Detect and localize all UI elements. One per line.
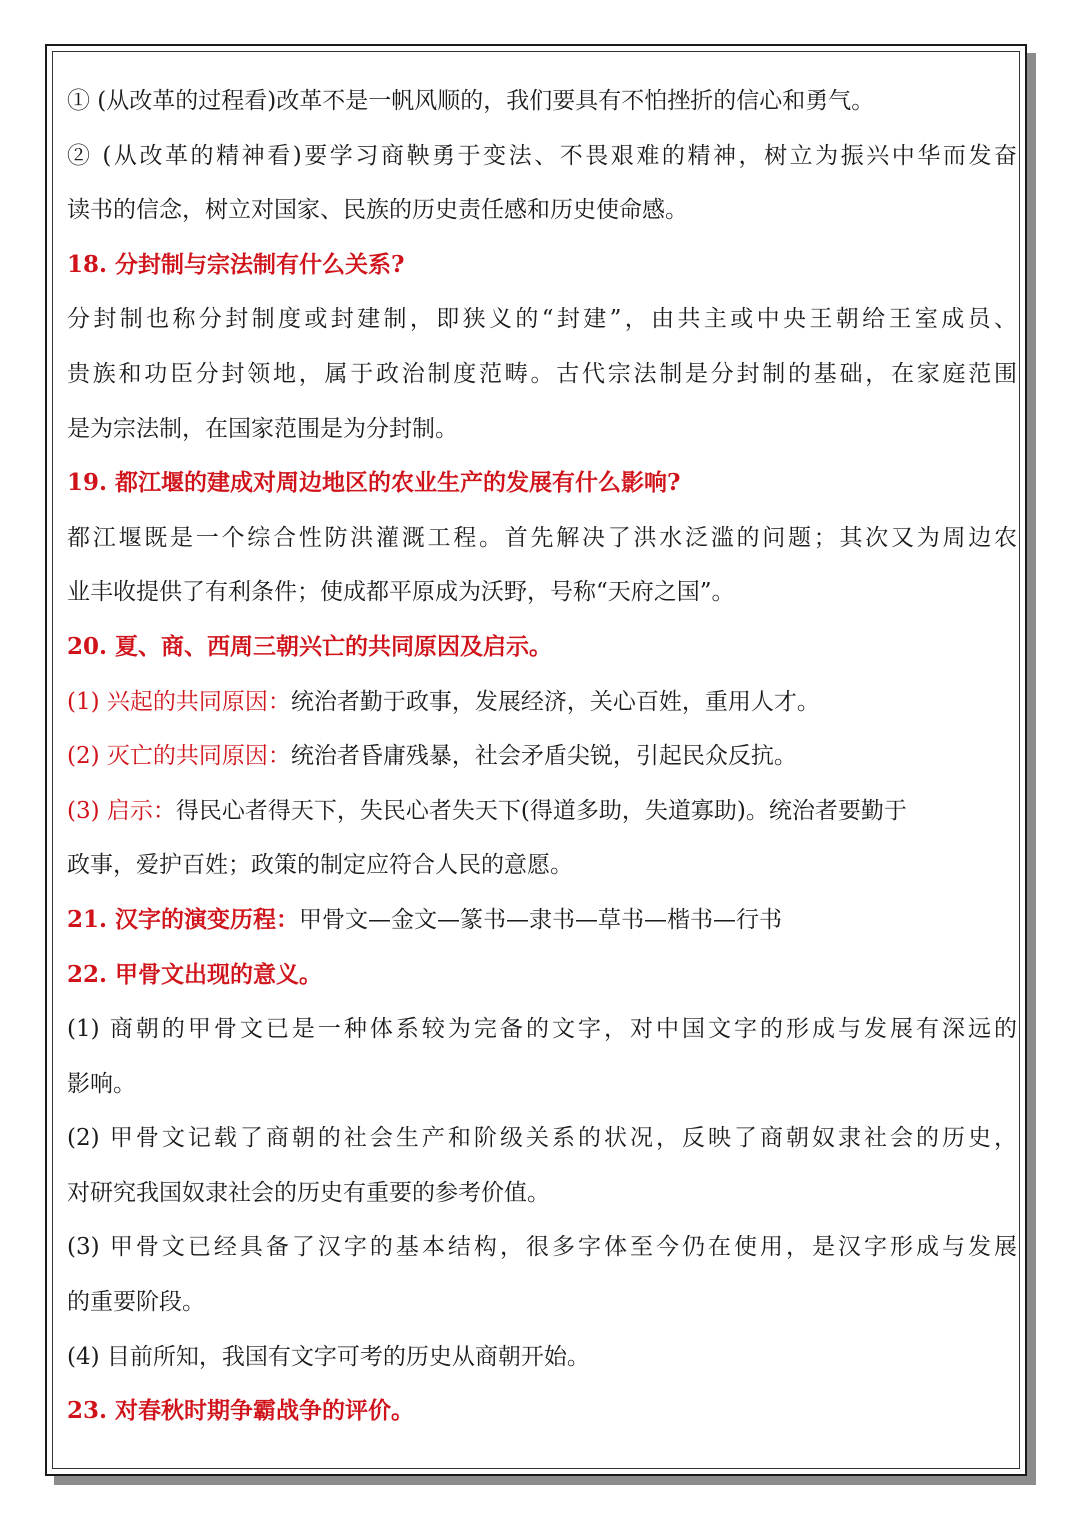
text-line: ② (从改革的精神看)要学习商鞅勇于变法、不畏艰难的精神，树立为振兴中华而发奋 xyxy=(67,142,1017,169)
text-line: 贵族和功臣分封领地，属于政治制度范畴。古代宗法制是分封制的基础，在家庭范围 xyxy=(67,360,1017,387)
list-item xyxy=(67,784,1017,839)
item-label: (3) 启示： xyxy=(67,797,176,824)
text-line: (1) 商朝的甲骨文已是一种体系较为完备的文字，对中国文字的形成与发展有深远的 xyxy=(67,1016,1017,1043)
document-body xyxy=(67,74,1017,1439)
list-item xyxy=(67,729,1017,784)
question-heading-19: 19. 都江堰的建成对周边地区的农业生产的发展有什么影响? xyxy=(67,469,681,497)
question-heading-22: 22. 甲骨文出现的意义。 xyxy=(67,960,323,988)
text-line: (4) 目前所知，我国有文字可考的历史从商朝开始。 xyxy=(67,1343,590,1370)
item-text: 得民心者得天下，失民心者失天下(得道多助，失道寡助)。统治者要勤于 xyxy=(175,797,907,824)
text-line: ① (从改革的过程看)改革不是一帆风顺的，我们要具有不怕挫折的信心和勇气。 xyxy=(67,88,875,114)
text-line: 都江堰既是一个综合性防洪灌溉工程。首先解决了洪水泛滥的问题；其次又为周边农 xyxy=(67,524,1017,551)
list-item xyxy=(67,675,1017,730)
item-label: (2) 灭亡的共同原因： xyxy=(67,743,291,770)
text-line: 分封制也称分封制度或封建制，即狭义的“封建”，由共主或中央王朝给王室成员、 xyxy=(67,306,1017,333)
text-line: 政事，爱护百姓；政策的制定应符合人民的意愿。 xyxy=(67,852,573,879)
question-line-21 xyxy=(67,893,1017,948)
text-line: 是为宗法制，在国家范围是为分封制。 xyxy=(67,415,458,442)
text-line: (3) 甲骨文已经具备了汉字的基本结构，很多字体至今仍在使用，是汉字形成与发展 xyxy=(67,1234,1017,1261)
item-text: 甲骨文—金文—篆书—隶书—草书—楷书—行书 xyxy=(299,906,783,933)
text-line: (2) 甲骨文记载了商朝的社会生产和阶级关系的状况，反映了商朝奴隶社会的历史， xyxy=(67,1125,1017,1152)
item-label: (1) 兴起的共同原因： xyxy=(67,688,291,715)
question-heading-21: 21. 汉字的演变历程： xyxy=(67,905,300,933)
item-text: 统治者勤于政事，发展经济，关心百姓，重用人才。 xyxy=(290,688,820,715)
text-line: 对研究我国奴隶社会的历史有重要的参考价值。 xyxy=(67,1179,550,1206)
text-line: 的重要阶段。 xyxy=(67,1289,205,1316)
text-line: 读书的信念，树立对国家、民族的历史责任感和历史使命感。 xyxy=(67,197,688,224)
item-text: 统治者昏庸残暴，社会矛盾尖锐，引起民众反抗。 xyxy=(290,743,797,770)
text-line: 业丰收提供了有利条件；使成都平原成为沃野，号称“天府之国”。 xyxy=(67,579,735,606)
question-heading-18: 18. 分封制与宗法制有什么关系? xyxy=(67,250,405,278)
question-heading-23: 23. 对春秋时期争霸战争的评价。 xyxy=(67,1397,415,1425)
question-heading-20: 20. 夏、商、西周三朝兴亡的共同原因及启示。 xyxy=(67,632,553,660)
text-line: 影响。 xyxy=(67,1070,136,1097)
